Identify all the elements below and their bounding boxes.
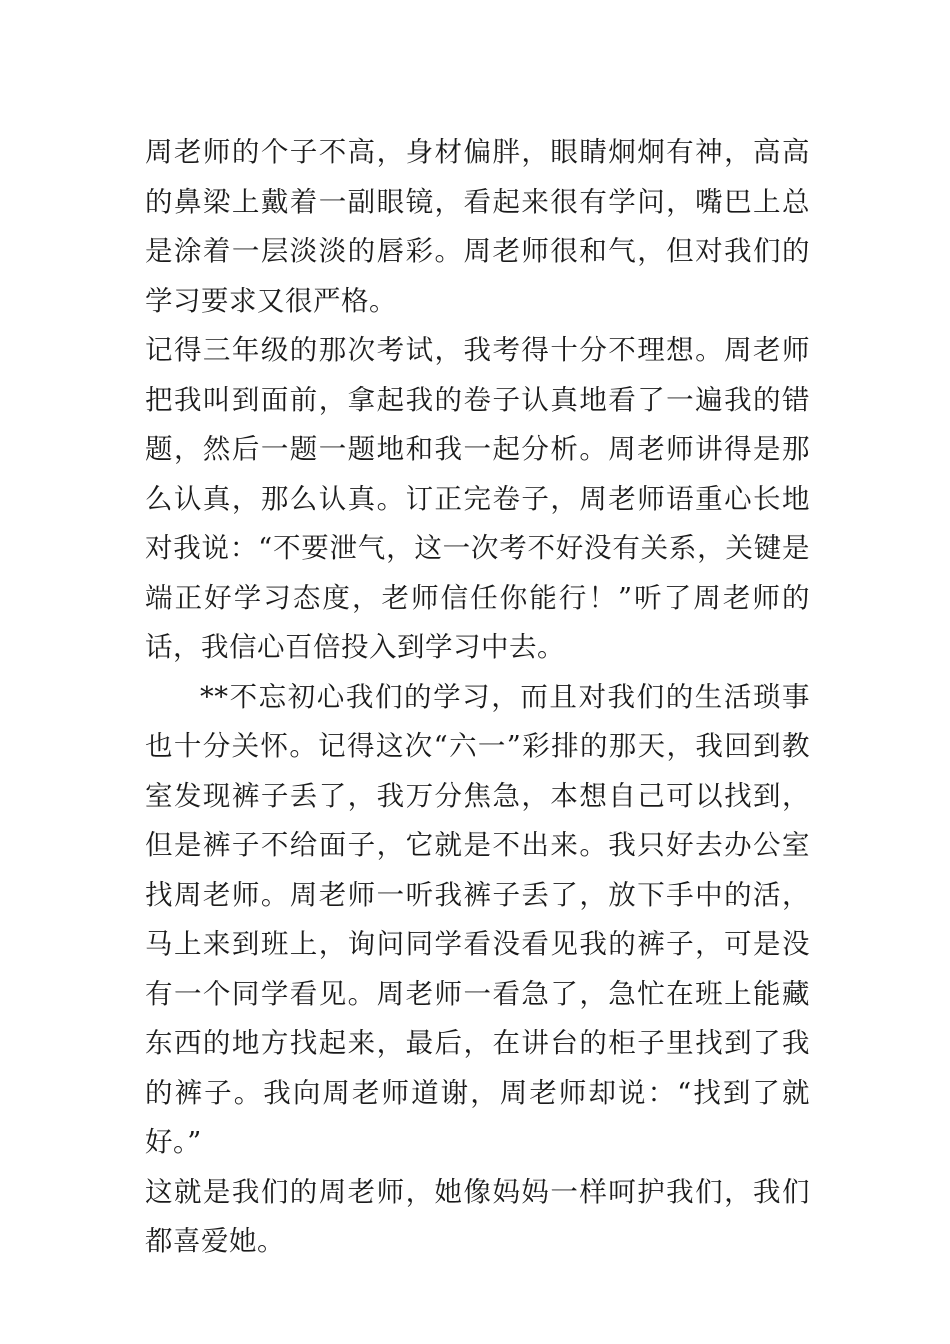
document-body bbox=[145, 128, 810, 1267]
paragraph-conclusion: 这就是我们的周老师，她像妈妈一样呵护我们，我们都喜爱她。 bbox=[145, 1175, 810, 1257]
paragraph-exam-memory: 记得三年级的那次考试，我考得十分不理想。周老师把我叫到面前，拿起我的卷子认真地看了一遍我的错题，然后一题一题地和我一起分析。周老师讲得是那么认真，那么认真。订正完卷子，周老师语重心长地对我说：“不要泄气，这一次考不好没有关系，关键是端正好学习态度，老师信任你能行！”听了周老师的话，我信心百倍投入到学习中去。 bbox=[145, 334, 810, 663]
paragraph-appearance: 周老师的个子不高，身材偏胖，眼睛炯炯有神，高高的鼻梁上戴着一副眼镜，看起来很有学问，嘴巴上总是涂着一层淡淡的唇彩。周老师很和气，但对我们的学习要求又很严格。 bbox=[145, 136, 810, 317]
paragraph-lost-pants: **不忘初心我们的学习，而且对我们的生活琐事也十分关怀。记得这次“六一”彩排的那天，我回到教室发现裤子丢了，我万分焦急，本想自己可以找到，但是裤子不给面子，它就是不出来。我只好去办公室找周老师。周老师一听我裤子丢了，放下手中的活，马上来到班上，询问同学看没看见我的裤子，可是没有一个同学看见。周老师一看急了，急忙在班上能藏东西的地方找起来，最后，在讲台的柜子里找到了我的裤子。我向周老师道谢，周老师却说：“找到了就好。” bbox=[145, 680, 810, 1158]
